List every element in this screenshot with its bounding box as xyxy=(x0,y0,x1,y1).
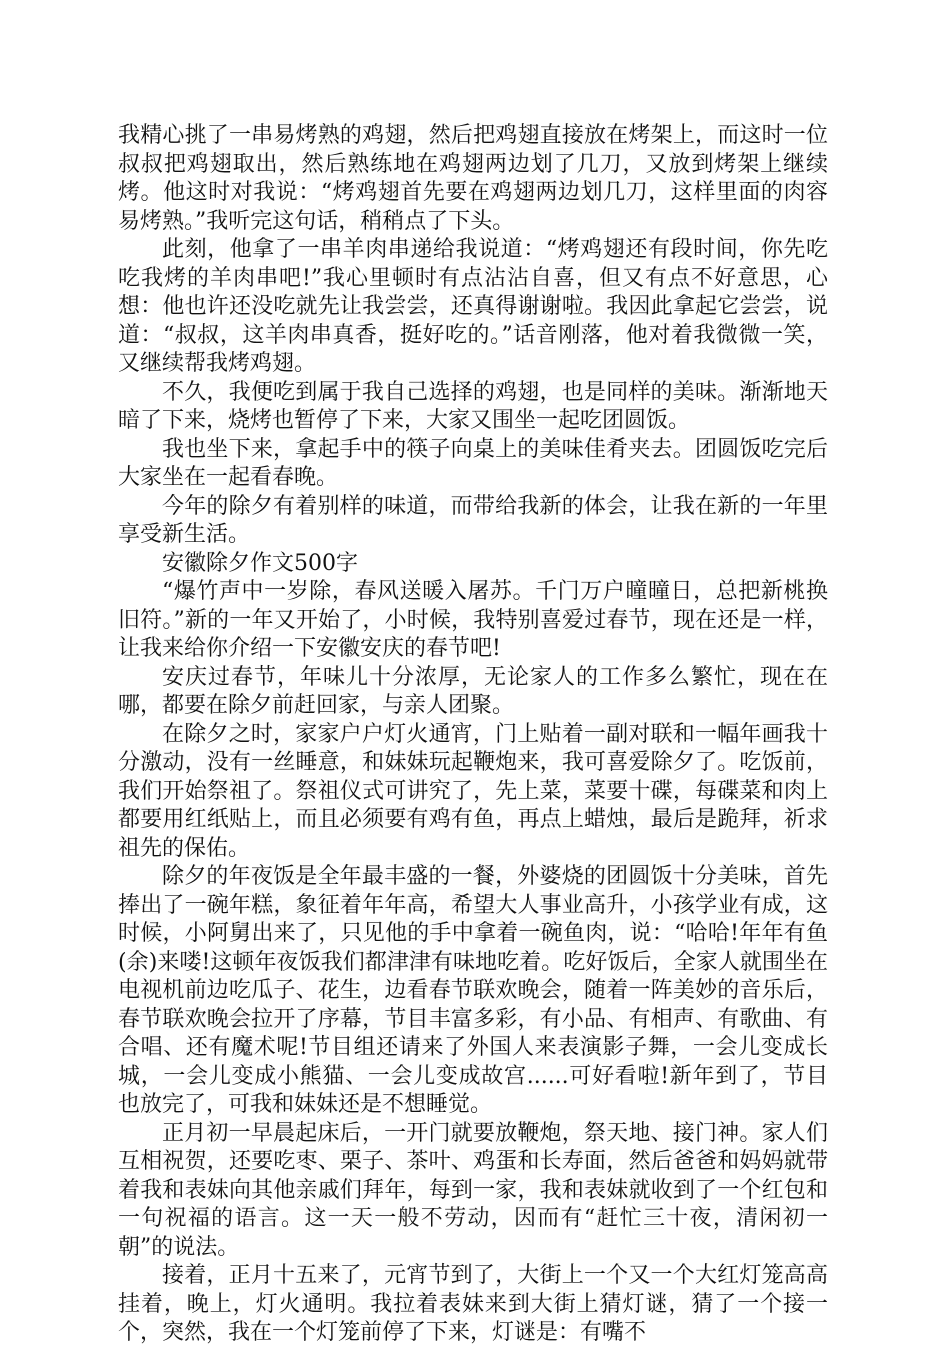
paragraph: 我也坐下来，拿起手中的筷子向桌上的美味佳肴夹去。团圆饭吃完后大家坐在一起看春晚。 xyxy=(118,436,828,490)
paragraph: 正月初一早晨起床后，一开门就要放鞭炮，祭天地、接门神。家人们互相祝贺，还要吃枣、栗子、茶叶、鸡蛋和长寿面，然后爸爸和妈妈就带着我和表妹向其他亲戚们拜年，每到一家，我和表妹就收到了一个红包和一句祝福的语言。这一天一般不劳动，因而有“赶忙三十夜，清闲初一朝”的说法。 xyxy=(118,1120,828,1260)
paragraph: 除夕的年夜饭是全年最丰盛的一餐，外婆烧的团圆饭十分美味，首先捧出了一碗年糕，象征着年年高，希望大人事业高升，小孩学业有成，这时候，小阿舅出来了，只见他的手中拿着一碗鱼肉，说：“哈哈!年年有鱼(余)来喽!这顿年夜饭我们都津津有味地吃着。吃好饭后，全家人就围坐在电视机前边吃瓜子、花生，边看春节联欢晚会，随着一阵美妙的音乐后，春节联欢晚会拉开了序幕，节目丰富多彩，有小品、有相声、有歌曲、有合唱、还有魔术呢!节目组还请来了外国人来表演影子舞，一会儿变成长城，一会儿变成小熊猫、一会儿变成故宫......可好看啦!新年到了，节目也放完了，可我和妹妹还是不想睡觉。 xyxy=(118,864,828,1117)
paragraph: 在除夕之时，家家户户灯火通宵，门上贴着一副对联和一幅年画我十分激动，没有一丝睡意，和妹妹玩起鞭炮来，我可喜爱除夕了。吃饭前，我们开始祭祖了。祭祖仪式可讲究了，先上菜，菜要十碟，每碟菜和肉上都要用红纸贴上，而且必须要有鸡有鱼，再点上蜡烛，最后是跪拜，祈求祖先的保佑。 xyxy=(118,721,828,861)
paragraph: 今年的除夕有着别样的味道，而带给我新的体会，让我在新的一年里享受新生活。 xyxy=(118,493,828,547)
essay-body xyxy=(118,122,828,1348)
paragraph: 此刻，他拿了一串羊肉串递给我说道：“烤鸡翅还有段时间，你先吃吃我烤的羊肉串吧!”我心里顿时有点沾沾自喜，但又有点不好意思，心想：他也许还没吃就先让我尝尝，还真得谢谢啦。我因此拿起它尝尝，说道：“叔叔，这羊肉串真香，挺好吃的。”话音刚落，他对着我微微一笑，又继续帮我烤鸡翅。 xyxy=(118,237,828,376)
paragraph: “爆竹声中一岁除，春风送暖入屠苏。千门万户曈曈日，总把新桃换旧符。”新的一年又开始了，小时候，我特别喜爱过春节，现在还是一样，让我来给你介绍一下安徽安庆的春节吧! xyxy=(118,579,828,661)
paragraph: 接着，正月十五来了，元宵节到了，大街上一个又一个大红灯笼高高挂着，晚上，灯火通明。我拉着表妹来到大街上猜灯谜，猜了一个接一个，突然，我在一个灯笼前停了下来，灯谜是：有嘴不 xyxy=(118,1263,828,1345)
section-heading: 安徽除夕作文500字 xyxy=(162,550,358,576)
paragraph: 安庆过春节，年味儿十分浓厚，无论家人的工作多么繁忙，现在在哪，都要在除夕前赶回家，与亲人团聚。 xyxy=(118,664,828,718)
paragraph: 我精心挑了一串易烤熟的鸡翅，然后把鸡翅直接放在烤架上，而这时一位叔叔把鸡翅取出，然后熟练地在鸡翅两边划了几刀，又放到烤架上继续烤。他这时对我说：“烤鸡翅首先要在鸡翅两边划几刀，这样里面的肉容易烤熟。”我听完这句话，稍稍点了下头。 xyxy=(118,123,828,234)
paragraph: 不久，我便吃到属于我自己选择的鸡翅，也是同样的美味。渐渐地天暗了下来，烧烤也暂停了下来，大家又围坐一起吃团圆饭。 xyxy=(118,379,828,433)
